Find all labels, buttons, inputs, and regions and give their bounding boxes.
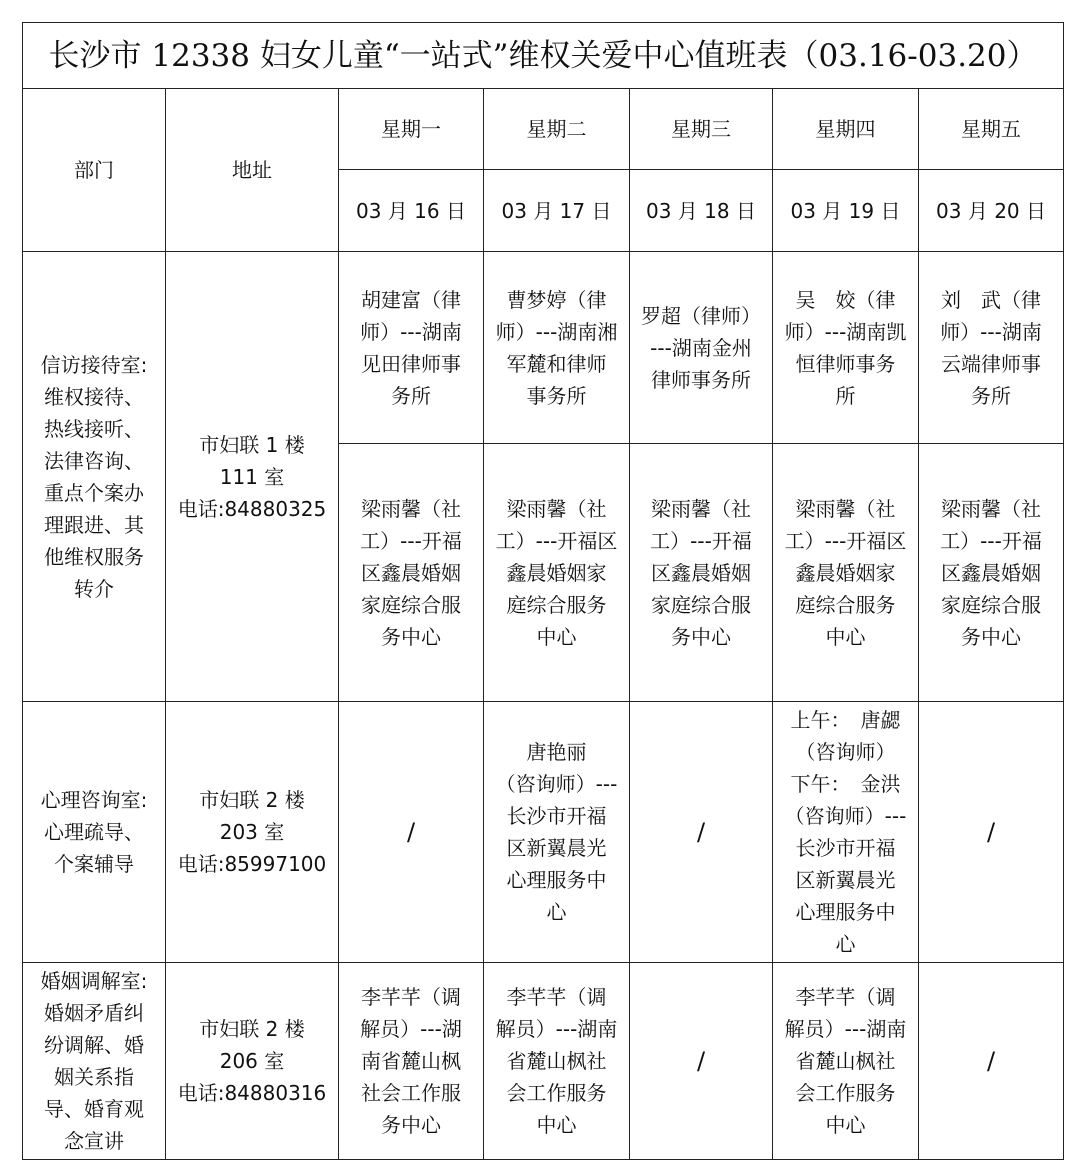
mediator-cell: / (919, 963, 1064, 1160)
counselor-cell: 唐艳丽 （咨询师）--- 长沙市开福 区新翼晨光 心理服务中 心 (484, 702, 630, 963)
duty-roster-table (22, 22, 1064, 1160)
header-date: 03 月 19 日 (773, 170, 919, 252)
header-date: 03 月 17 日 (484, 170, 630, 252)
lawyer-cell: 吴 姣（律 师）---湖南凯 恒律师事务 所 (773, 252, 919, 444)
header-weekday: 星期一 (339, 89, 484, 170)
address-mediation: 市妇联 2 楼 206 室 电话:84880316 (166, 963, 339, 1160)
header-weekday: 星期二 (484, 89, 630, 170)
social-worker-cell: 梁雨馨（社 工）---开福 区鑫晨婚姻 家庭综合服 务中心 (919, 444, 1064, 702)
lawyer-cell: 胡建富（律 师）---湖南 见田律师事 务所 (339, 252, 484, 444)
dept-counseling: 心理咨询室: 心理疏导、 个案辅导 (23, 702, 166, 963)
counselor-cell: / (919, 702, 1064, 963)
social-worker-cell: 梁雨馨（社 工）---开福区 鑫晨婚姻家 庭综合服务 中心 (773, 444, 919, 702)
header-date: 03 月 20 日 (919, 170, 1064, 252)
page-title: 长沙市 12338 妇女儿童“一站式”维权关爱中心值班表（03.16-03.20） (23, 23, 1064, 89)
mediator-cell: / (630, 963, 773, 1160)
social-worker-cell: 梁雨馨（社 工）---开福区 鑫晨婚姻家 庭综合服务 中心 (484, 444, 630, 702)
address-petition: 市妇联 1 楼 111 室 电话:84880325 (166, 252, 339, 702)
social-worker-cell: 梁雨馨（社 工）---开福 区鑫晨婚姻 家庭综合服 务中心 (339, 444, 484, 702)
address-counseling: 市妇联 2 楼 203 室 电话:85997100 (166, 702, 339, 963)
header-weekday: 星期三 (630, 89, 773, 170)
mediator-cell: 李芊芊（调 解员）---湖南 省麓山枫社 会工作服务 中心 (773, 963, 919, 1160)
lawyer-cell: 刘 武（律 师）---湖南 云端律师事 务所 (919, 252, 1064, 444)
header-weekday: 星期四 (773, 89, 919, 170)
lawyer-cell: 罗超（律师） ---湖南金州 律师事务所 (630, 252, 773, 444)
header-address: 地址 (166, 89, 339, 252)
dept-petition: 信访接待室: 维权接待、 热线接听、 法律咨询、 重点个案办 理跟进、其 他维权服务 转介 (23, 252, 166, 702)
lawyer-cell: 曹梦婷（律 师）---湖南湘 军麓和律师 事务所 (484, 252, 630, 444)
mediator-cell: 李芊芊（调 解员）---湖南 省麓山枫社 会工作服务 中心 (484, 963, 630, 1160)
header-weekday: 星期五 (919, 89, 1064, 170)
social-worker-cell: 梁雨馨（社 工）---开福 区鑫晨婚姻 家庭综合服 务中心 (630, 444, 773, 702)
header-date: 03 月 18 日 (630, 170, 773, 252)
mediator-cell: 李芊芊（调 解员）---湖 南省麓山枫 社会工作服 务中心 (339, 963, 484, 1160)
header-dept: 部门 (23, 89, 166, 252)
counselor-cell: 上午： 唐勰 （咨询师） 下午： 金洪 （咨询师）--- 长沙市开福 区新翼晨光 心理服务中 心 (773, 702, 919, 963)
header-date: 03 月 16 日 (339, 170, 484, 252)
counselor-cell: / (630, 702, 773, 963)
counselor-cell: / (339, 702, 484, 963)
dept-mediation: 婚姻调解室: 婚姻矛盾纠 纷调解、婚 姻关系指 导、婚育观 念宣讲 (23, 963, 166, 1160)
